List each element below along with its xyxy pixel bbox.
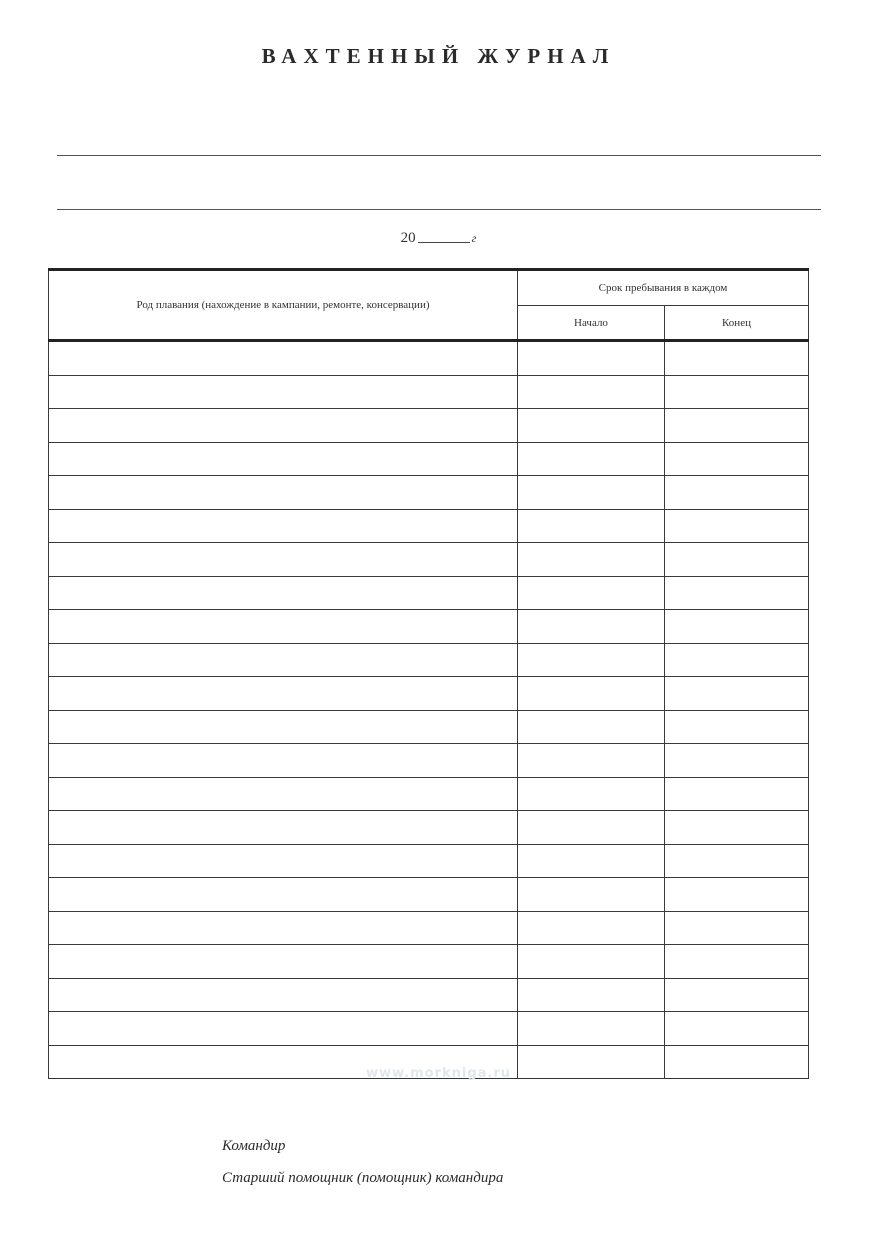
voyage-type-cell bbox=[49, 945, 518, 979]
voyage-type-cell bbox=[49, 911, 518, 945]
end-cell bbox=[665, 911, 809, 945]
table-row bbox=[49, 911, 809, 945]
start-cell bbox=[518, 811, 665, 845]
start-cell bbox=[518, 543, 665, 577]
col-header-end: Конец bbox=[665, 306, 809, 341]
start-cell bbox=[518, 777, 665, 811]
ship-name-line-2 bbox=[57, 209, 821, 210]
table-row bbox=[49, 978, 809, 1012]
col-header-start: Начало bbox=[518, 306, 665, 341]
voyage-type-cell bbox=[49, 844, 518, 878]
table-row bbox=[49, 811, 809, 845]
voyage-type-cell bbox=[49, 744, 518, 778]
end-cell bbox=[665, 341, 809, 376]
voyage-type-cell bbox=[49, 710, 518, 744]
voyage-type-cell bbox=[49, 409, 518, 443]
end-cell bbox=[665, 509, 809, 543]
voyage-type-cell bbox=[49, 576, 518, 610]
end-cell bbox=[665, 643, 809, 677]
table-row bbox=[49, 1012, 809, 1046]
start-cell bbox=[518, 442, 665, 476]
table-row bbox=[49, 744, 809, 778]
ship-name-line bbox=[57, 155, 821, 156]
end-cell bbox=[665, 375, 809, 409]
table-row bbox=[49, 576, 809, 610]
col-header-period: Срок пребывания в каждом bbox=[518, 270, 809, 306]
end-cell bbox=[665, 442, 809, 476]
voyage-type-cell bbox=[49, 643, 518, 677]
page-title: ВАХТЕННЫЙ ЖУРНАЛ bbox=[261, 44, 616, 68]
start-cell bbox=[518, 476, 665, 510]
start-cell bbox=[518, 610, 665, 644]
col-header-voyage-type: Род плавания (нахождение в кампании, ремонте, консервации) bbox=[49, 270, 518, 341]
voyage-type-cell bbox=[49, 341, 518, 376]
end-cell bbox=[665, 543, 809, 577]
year-suffix: г bbox=[471, 231, 477, 245]
table-row bbox=[49, 341, 809, 376]
end-cell bbox=[665, 476, 809, 510]
start-cell bbox=[518, 945, 665, 979]
table-row bbox=[49, 677, 809, 711]
year-prefix: 20 bbox=[400, 230, 416, 246]
start-cell bbox=[518, 844, 665, 878]
end-cell bbox=[665, 978, 809, 1012]
log-table bbox=[48, 268, 809, 1079]
start-cell bbox=[518, 978, 665, 1012]
voyage-type-cell bbox=[49, 677, 518, 711]
table-row bbox=[49, 476, 809, 510]
table-row bbox=[49, 509, 809, 543]
table-row bbox=[49, 878, 809, 912]
voyage-type-cell bbox=[49, 978, 518, 1012]
voyage-type-cell bbox=[49, 476, 518, 510]
table-row bbox=[49, 442, 809, 476]
table-row bbox=[49, 409, 809, 443]
voyage-type-cell bbox=[49, 442, 518, 476]
start-cell bbox=[518, 677, 665, 711]
end-cell bbox=[665, 610, 809, 644]
table-row bbox=[49, 610, 809, 644]
year-blank bbox=[418, 228, 470, 243]
start-cell bbox=[518, 341, 665, 376]
signature-commander: Командир bbox=[222, 1138, 286, 1154]
end-cell bbox=[665, 1012, 809, 1046]
voyage-type-cell bbox=[49, 811, 518, 845]
end-cell bbox=[665, 710, 809, 744]
voyage-type-cell bbox=[49, 375, 518, 409]
voyage-type-cell bbox=[49, 1012, 518, 1046]
voyage-type-cell bbox=[49, 610, 518, 644]
end-cell bbox=[665, 945, 809, 979]
end-cell bbox=[665, 744, 809, 778]
start-cell bbox=[518, 1012, 665, 1046]
start-cell bbox=[518, 643, 665, 677]
voyage-type-cell bbox=[49, 509, 518, 543]
start-cell bbox=[518, 878, 665, 912]
end-cell bbox=[665, 844, 809, 878]
table-row bbox=[49, 844, 809, 878]
start-cell bbox=[518, 576, 665, 610]
table-row bbox=[49, 543, 809, 577]
year-field bbox=[0, 228, 877, 247]
table-row bbox=[49, 710, 809, 744]
end-cell bbox=[665, 576, 809, 610]
end-cell bbox=[665, 409, 809, 443]
start-cell bbox=[518, 375, 665, 409]
start-cell bbox=[518, 509, 665, 543]
start-cell bbox=[518, 409, 665, 443]
end-cell bbox=[665, 677, 809, 711]
table-row bbox=[49, 945, 809, 979]
end-cell bbox=[665, 811, 809, 845]
signature-senior-assistant: Старший помощник (помощник) командира bbox=[222, 1170, 504, 1186]
voyage-type-cell bbox=[49, 777, 518, 811]
voyage-type-cell bbox=[49, 543, 518, 577]
start-cell bbox=[518, 744, 665, 778]
start-cell bbox=[518, 710, 665, 744]
end-cell bbox=[665, 777, 809, 811]
start-cell bbox=[518, 911, 665, 945]
log-table-body bbox=[49, 341, 809, 1079]
table-row bbox=[49, 777, 809, 811]
watermark: www.morkniga.ru bbox=[365, 1066, 512, 1081]
end-cell bbox=[665, 878, 809, 912]
table-row bbox=[49, 375, 809, 409]
voyage-type-cell bbox=[49, 878, 518, 912]
table-row bbox=[49, 643, 809, 677]
